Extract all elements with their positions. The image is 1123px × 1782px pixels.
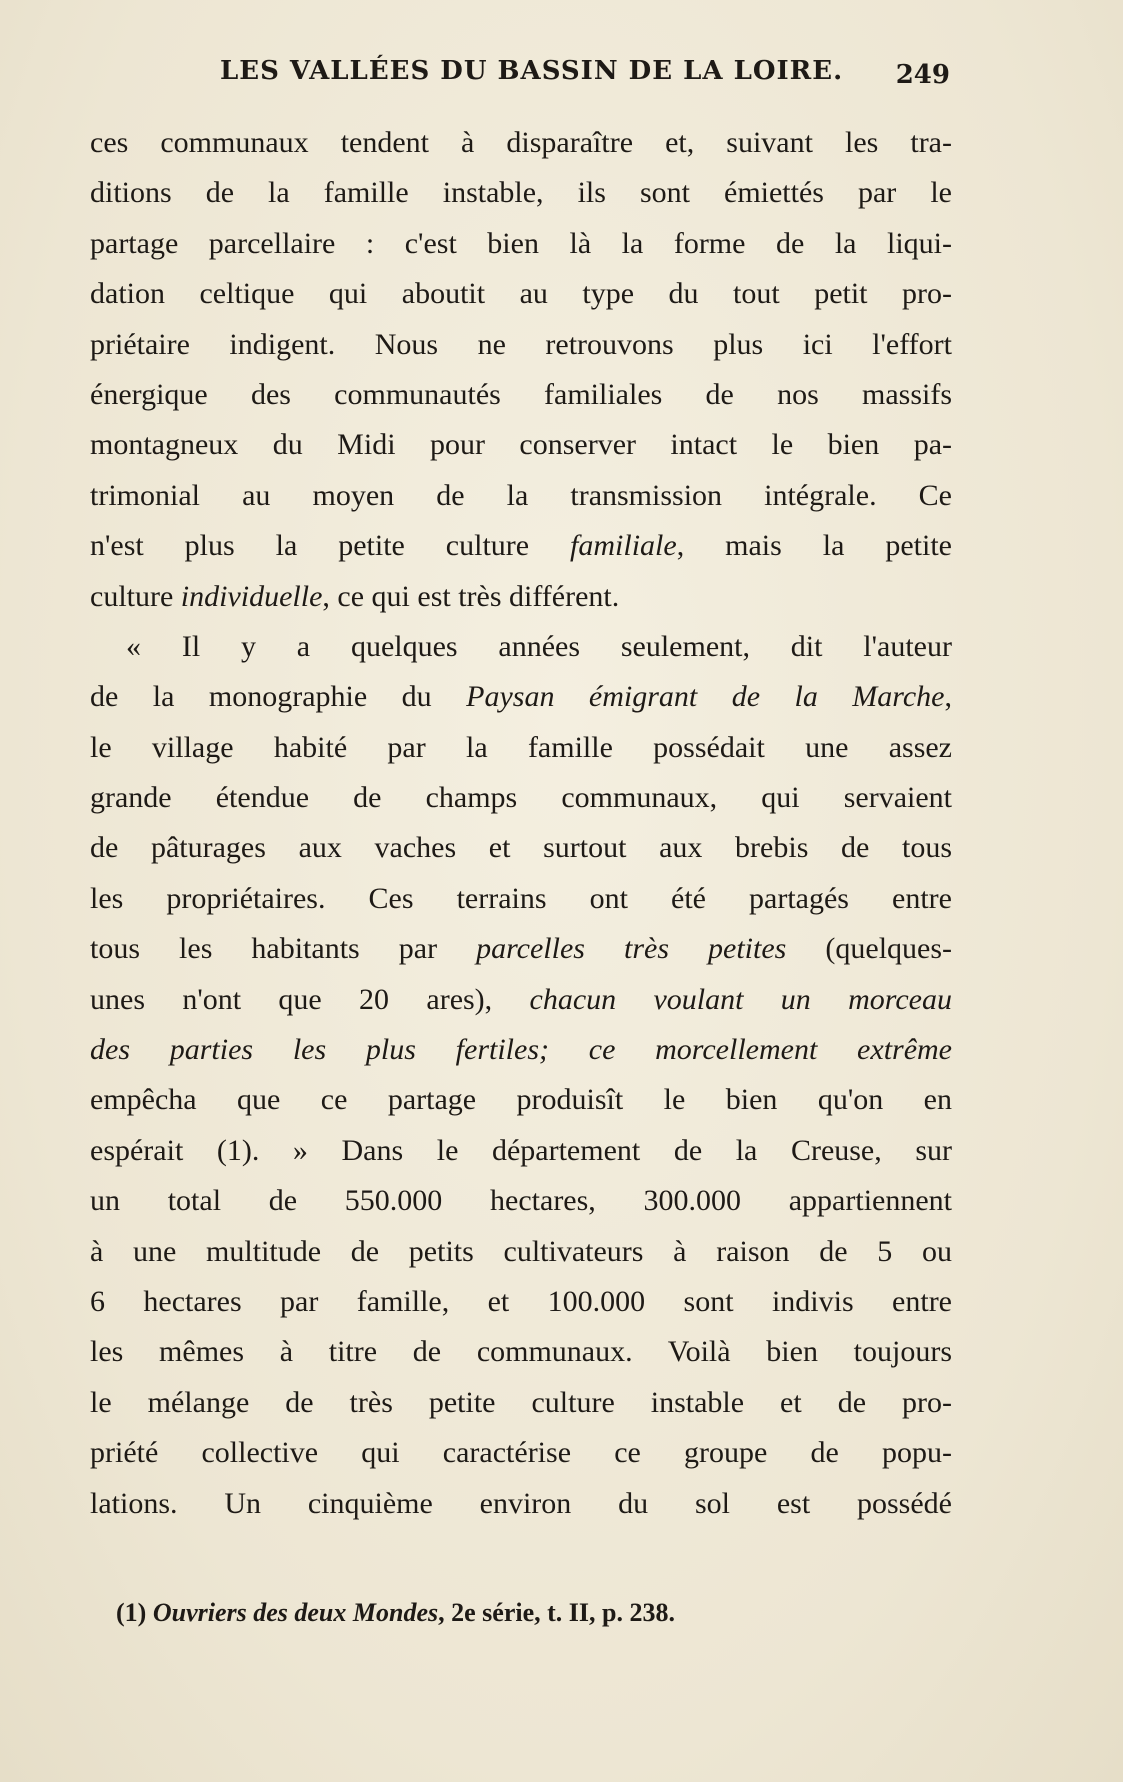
text-line [90, 975, 952, 1025]
text-line [90, 572, 952, 622]
text-line [90, 370, 952, 420]
text-segment: « Il y a quelques années seulement, dit l'auteur [126, 629, 952, 663]
text-line [90, 823, 952, 873]
text-line [90, 1075, 952, 1125]
text-line [90, 1479, 952, 1529]
text-line [90, 1327, 952, 1377]
text-segment: partage parcellaire : c'est bien là la forme de la liqui- [90, 226, 952, 260]
text-line [90, 521, 952, 571]
text-line [90, 622, 952, 672]
text-line [90, 1428, 952, 1478]
text-line [90, 924, 952, 974]
text-segment: trimonial au moyen de la transmission intégrale. Ce [90, 478, 952, 512]
text-line [90, 723, 952, 773]
text-line [90, 672, 952, 722]
text-line [90, 1277, 952, 1327]
italic-segment: familiale [570, 529, 677, 563]
page-number: 249 [895, 60, 950, 90]
text-segment: empêcha que ce partage produisît le bien qu'on en [90, 1083, 952, 1117]
text-line [90, 168, 952, 218]
italic-segment: chacun voulant un morceau [529, 982, 952, 1016]
text-segment: de pâturages aux vaches et surtout aux brebis de tous [90, 831, 952, 865]
text-line [90, 773, 952, 823]
text-line [90, 118, 952, 168]
text-segment: les mêmes à titre de communaux. Voilà bien toujours [90, 1335, 952, 1369]
text-segment: lations. Un cinquième environ du sol est possédé [90, 1486, 952, 1520]
text-segment: les propriétaires. Ces terrains ont été partagés entre [90, 881, 952, 915]
italic-segment: parcelles très petites [476, 932, 787, 966]
text-segment: , [944, 680, 952, 714]
footnote-rest: , 2e série, t. II, p. 238. [438, 1598, 675, 1627]
text-segment: le village habité par la famille possédait une assez [90, 730, 952, 764]
text-segment: 6 hectares par famille, et 100.000 sont indivis entre [90, 1284, 952, 1318]
text-segment: dation celtique qui aboutit au type du tout petit pro- [90, 277, 952, 311]
italic-segment: individuelle [180, 579, 323, 613]
text-segment: le mélange de très petite culture instable et de pro- [90, 1385, 952, 1419]
italic-segment: Paysan émigrant de la Marche [466, 680, 945, 714]
text-segment: à une multitude de petits cultivateurs à raison de 5 ou [90, 1234, 952, 1268]
text-segment: , mais la petite [676, 529, 952, 563]
text-segment: n'est plus la petite culture [90, 529, 571, 563]
text-segment: culture [90, 579, 181, 613]
text-segment: grande étendue de champs communaux, qui servaient [90, 781, 952, 815]
text-segment: espérait (1). » Dans le département de la Creuse, sur [90, 1133, 952, 1167]
text-segment: priété collective qui caractérise ce groupe de popu- [90, 1436, 952, 1470]
running-head [90, 52, 950, 92]
footnote-title: Ouvriers des deux Mondes [152, 1598, 439, 1627]
running-title: LES VALLÉES DU BASSIN DE LA LOIRE. [220, 56, 844, 86]
text-line [90, 1025, 952, 1075]
text-line [90, 269, 952, 319]
text-segment: tous les habitants par [90, 932, 477, 966]
text-segment: de la monographie du [90, 680, 467, 714]
body-text [90, 118, 952, 1529]
text-line [90, 1126, 952, 1176]
text-segment: un total de 550.000 hectares, 300.000 appartiennent [90, 1184, 952, 1218]
text-segment: énergique des communautés familiales de nos massifs [90, 377, 952, 411]
italic-segment: des parties les plus fertiles; ce morcellement extrême [90, 1033, 952, 1067]
text-line [90, 219, 952, 269]
text-line [90, 1176, 952, 1226]
text-line [90, 1378, 952, 1428]
footnote [116, 1598, 946, 1628]
text-line [90, 874, 952, 924]
text-segment: unes n'ont que 20 ares), [90, 982, 530, 1016]
text-line [90, 1227, 952, 1277]
footnote-marker: (1) [116, 1598, 153, 1627]
text-segment: priétaire indigent. Nous ne retrouvons plus ici l'effort [90, 327, 952, 361]
text-segment: , ce qui est très différent. [322, 579, 620, 613]
text-segment: ces communaux tendent à disparaître et, suivant les tra- [90, 126, 952, 159]
text-segment: (quelques- [786, 932, 953, 966]
text-line [90, 471, 952, 521]
text-line [90, 320, 952, 370]
text-segment: montagneux du Midi pour conserver intact le bien pa- [90, 428, 952, 462]
text-segment: ditions de la famille instable, ils sont émiettés par le [90, 176, 952, 210]
text-line [90, 420, 952, 470]
